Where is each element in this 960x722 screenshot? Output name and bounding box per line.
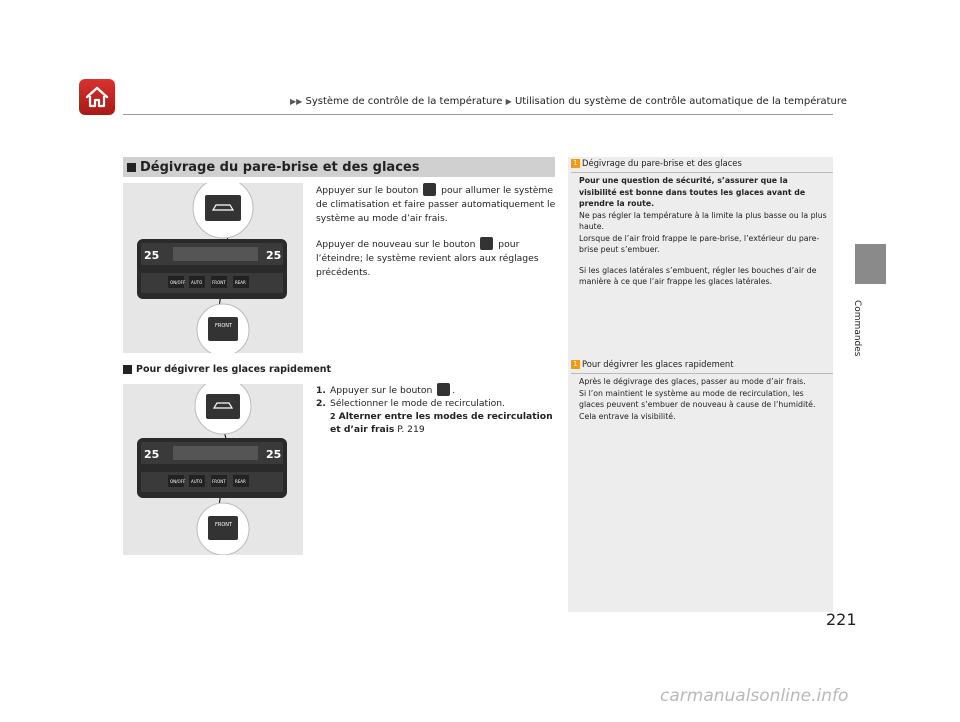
breadcrumb-arrow-icon: ▶▶ xyxy=(290,97,303,106)
note-1-header: 1 Dégivrage du pare-brise et des glaces xyxy=(571,158,833,173)
watermark: carmanualsonline.info xyxy=(660,686,849,706)
front-button-label: FRONT xyxy=(212,280,226,285)
step-1: 1. Appuyer sur le bouton . xyxy=(316,385,456,396)
step-2: 2. Sélectionner le mode de recirculation. xyxy=(316,398,506,409)
note-index-icon: 1 xyxy=(571,360,580,369)
note-1-body: Pour une question de sécurité, s’assurer que la visibilité est bonne dans toutes les glaces avant de prendre la route. Ne pas régler la température à la limite la plus basse ou la plus haute. Lorsque de l’air froid frappe le pare-brise, l’extérieur du pare-brise peut s’embuer. Si les glaces latérales s’embuent, régler les bouches d’air de manière à ce que l’air frappe les glaces latérales. xyxy=(579,176,827,286)
note-index-icon: 1 xyxy=(571,159,580,168)
rear-button-label: REAR xyxy=(235,280,246,285)
reference-page[interactable]: P. 219 xyxy=(397,424,425,435)
note-2-header: 1 Pour dégivrer les glaces rapidement xyxy=(571,359,833,374)
breadcrumb xyxy=(290,96,847,107)
temp-right: 25 xyxy=(266,249,282,262)
on-off-button-label: ON/OFF xyxy=(170,479,186,484)
subsection-header xyxy=(123,364,331,375)
rear-button-label: REAR xyxy=(235,479,246,484)
reference-arrow-icon: 2 xyxy=(330,412,336,421)
front-defrost-button-icon xyxy=(423,183,436,196)
breadcrumb-item-1[interactable]: Système de contrôle de la température xyxy=(305,96,503,107)
instruction-paragraph-2: Appuyer de nouveau sur le bouton pour l’éteindre; le système revient alors aux réglages précédents. xyxy=(316,239,539,278)
breadcrumb-arrow-icon: ▶ xyxy=(505,97,512,106)
auto-button-label: AUTO xyxy=(191,280,203,285)
temp-left: 25 xyxy=(144,249,160,262)
chapter-tab[interactable] xyxy=(855,244,886,284)
square-bullet-icon xyxy=(127,163,136,172)
header-divider xyxy=(123,114,833,115)
chapter-label: Commandes xyxy=(852,300,862,357)
home-button[interactable] xyxy=(79,79,115,115)
front-defrost-button-icon xyxy=(480,237,493,250)
cross-reference-link[interactable]: 2 Alterner entre les modes de recirculation et d’air frais P. 219 xyxy=(330,411,553,435)
section-header xyxy=(123,157,555,177)
temp-left: 25 xyxy=(144,448,160,461)
on-off-button-label: ON/OFF xyxy=(170,280,186,285)
page-number: 221 xyxy=(826,610,857,629)
climate-panel-figure-2 xyxy=(123,384,303,555)
instruction-paragraph-1: Appuyer sur le bouton pour allumer le système de climatisation et faire passer automatiquement le système au mode d’air frais. xyxy=(316,185,556,224)
climate-panel-figure-1 xyxy=(123,183,303,353)
front-defrost-label: FRONT xyxy=(215,323,233,329)
square-bullet-icon xyxy=(123,365,132,374)
auto-button-label: AUTO xyxy=(191,479,203,484)
breadcrumb-item-2[interactable]: Utilisation du système de contrôle automatique de la température xyxy=(514,96,847,107)
front-defrost-button-icon xyxy=(437,383,450,396)
front-defrost-label: FRONT xyxy=(215,522,233,528)
steps-list xyxy=(316,383,556,436)
home-icon xyxy=(84,85,110,109)
section-title: Dégivrage du pare-brise et des glaces xyxy=(140,159,420,175)
subsection-title: Pour dégivrer les glaces rapidement xyxy=(136,364,332,375)
temp-right: 25 xyxy=(266,448,282,461)
note-2-body: Après le dégivrage des glaces, passer au mode d’air frais. Si l’on maintient le système au mode de recirculation, les glaces peuvent s’embuer de nouveau à cause de l’humidité. Cela entrave la visibilité. xyxy=(579,377,816,421)
front-button-label: FRONT xyxy=(212,479,226,484)
